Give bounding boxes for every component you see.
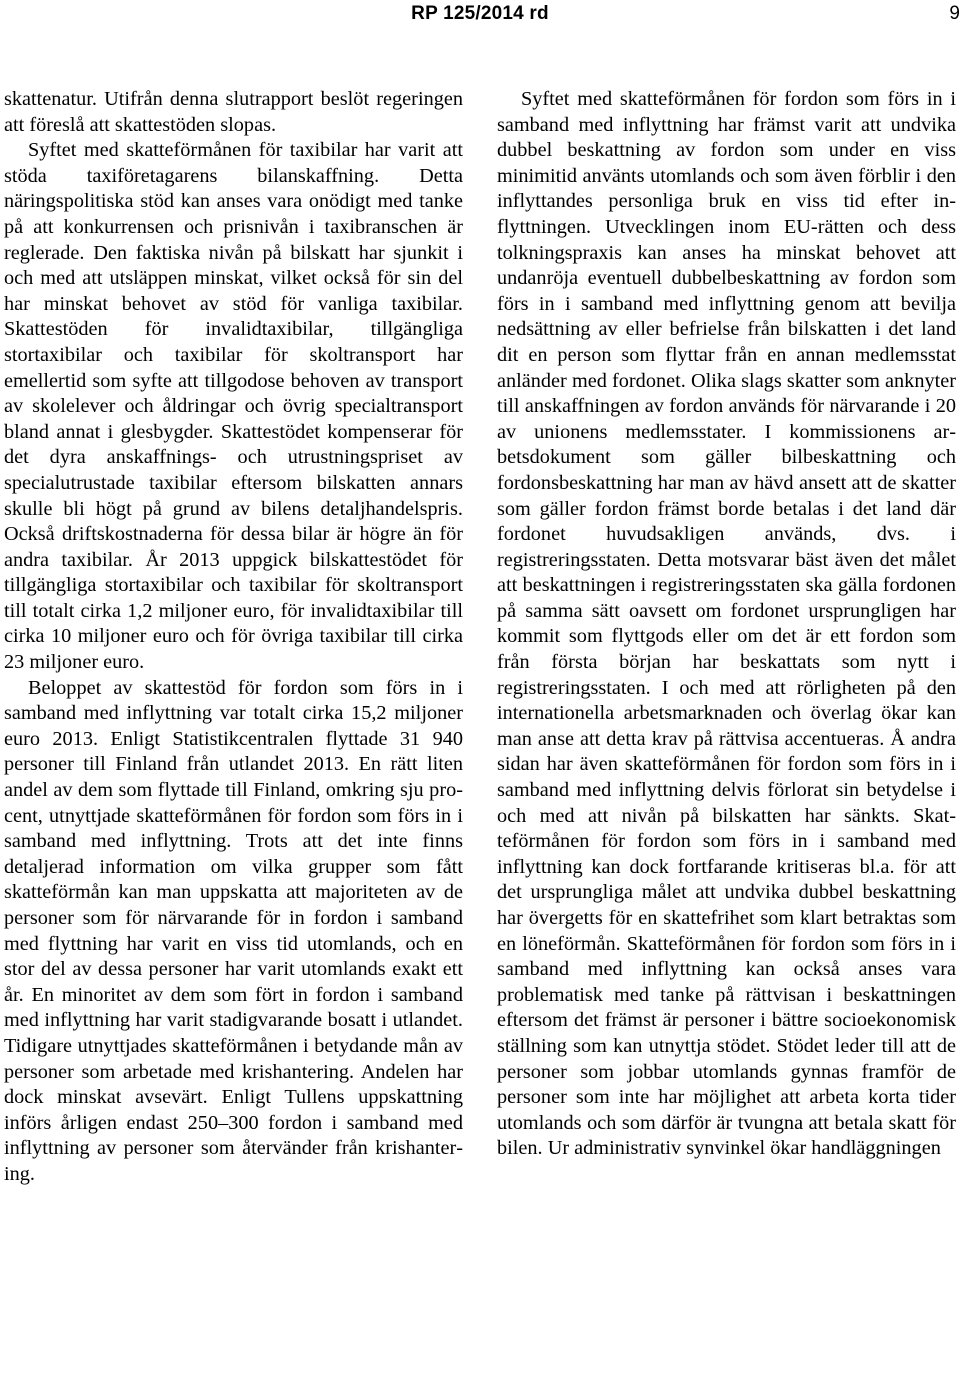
right-column bbox=[497, 87, 956, 1162]
paragraph-relocation-purpose: Syftet med skatteförmånen för fordon som förs in i samband med inflyttning har främst varit att undvika dubbel beskattning av fordon som under en viss minimitid använts utomlands och som även förblir i den inflyttandes personliga bruk en viss tid efter inflyttningen. Utvecklingen inom EU-rätten och dess tolkningspraxis kan anses ha minskat behovet att undanröja eventuell dubbelbeskattning av fordon som förs in i samband med inflyttning genom att bevilja nedsättning av eller befrielse från bilskatten i det land dit en person som flyttar från en annan medlemsstat anländer med fordonet. Olika slags skatter som anknyter till anskaffningen av fordon används för närvarande i 20 av unionens medlemsstater. I kommissionens arbetsdokument som gäller bilbeskattning och fordonsbeskattning har man av hävd ansett att de skatter som gäller fordon främst borde betalas i det land där fordonet huvudsakligen används, dvs. i registreringsstaten. Detta motsvarar bäst även det målet att beskattningen i registreringsstaten ska gälla fordonen på samma sätt oavsett om fordonet ursprungligen har kommit som flyttgods eller om det är ett fordon som från första början har beskattats som nytt i registreringsstaten. I och med att rörligheten på den internationella arbetsmarknaden och överlag ökar kan man anse att detta krav på rättvisa accentueras. Å andra sidan har även skatteförmånen för fordon som förs in i samband med inflyttning delvis förlorat sin betydelse i och med att nivån på bilskatten har sänkts. Skatteförmånen för fordon som förs in i samband med inflyttning kan dock fortfarande kritiseras bl.a. för att det ursprungliga målet att undvika dubbel beskattning har övergetts för en skattefrihet som klart betraktas som en löneförmån. Skatteförmånen för fordon som förs in i samband med inflyttning kan också anses vara problematisk med tanke på rättvisan i beskattningen eftersom det främst är personer i bättre socioekonomisk ställning som kan utnyttja stödet. Stödet leder till att de personer som jobbar utomlands gynnas framför de personer som inte har möjlighet att arbeta korta tider utomlands och som därför är tvungna att betala skatt för bilen. Ur administrativ synvinkel ökar handläggningen bbox=[497, 88, 956, 1160]
page-number: 9 bbox=[949, 3, 960, 24]
document-id: RP 125/2014 rd bbox=[411, 3, 549, 24]
page-header bbox=[0, 0, 960, 44]
left-column bbox=[4, 87, 463, 1188]
paragraph-taxi-subsidy: Syftet med skatteförmånen för taxibilar har varit att stöda taxiföretagarens bilanskaffning. Detta näringspolitiska stöd kan anses vara onödigt med tanke på att konkurrensen och prisnivån i taxibranschen är reglerade. Den faktiska nivån på bilskatt har sjunkit i och med att utsläppen minskat, vilket också för sin del har minskat behovet av stöd för vanliga taxibilar. Skattestöden för invalidtaxibilar, tillgängliga stortaxibilar och taxibilar för skoltransport har emellertid som syfte att tillgodose behoven av transport av skolelever och åldringar och övrig specialtransport bland annat i glesbygder. Skattestödet kompenserar för det dyra anskaffnings- och utrustningspriset av specialutrustade taxibilar eftersom bilskatten annars skulle bli högt på grund av bilens detaljhandelspris. Också driftskostnaderna för dessa bilar är högre än för andra taxibilar. År 2013 uppgick bilskattestödet för tillgängliga stortaxibilar och taxibilar för skoltransport till totalt cirka 1,2 miljoner euro, för invalidtaxibilar till cirka 10 miljoner euro och för övriga taxibilar till cirka 23 miljoner euro. bbox=[4, 139, 463, 674]
paragraph-continuation: skattenatur. Utifrån denna slutrapport beslöt regeringen att föreslå att skattestöden slopas. bbox=[4, 88, 463, 136]
paragraph-relocation-subsidy: Beloppet av skattestöd för fordon som förs in i samband med inflyttning var totalt cirka 15,2 miljoner euro 2013. Enligt Statistikcentralen flyttade 31 940 personer till Finland från utlandet 2013. En rätt liten andel av dem som flyttade till Finland, omkring sju procent, utnyttjade skatteförmånen för fordon som förs in i samband med inflyttning. Trots att det inte finns detaljerad information om vilka grupper som fått skatteförmån kan man uppskatta att majoriteten av de personer som för närvarande för in fordon i samband med flyttning har varit en viss tid utomlands, och en stor del av dessa personer har varit utomlands exakt ett år. En minoritet av dem som fört in fordon i samband med inflyttning har varit stadigvarande bosatt i utlandet. Tidigare utnyttjades skatteförmånen i betydande mån av personer som arbetade med krishantering. Andelen har dock minskat avsevärt. Enligt Tullens uppskattning införs årligen endast 250–300 fordon i samband med inflyttning av personer som återvänder från krishantering. bbox=[4, 676, 463, 1185]
